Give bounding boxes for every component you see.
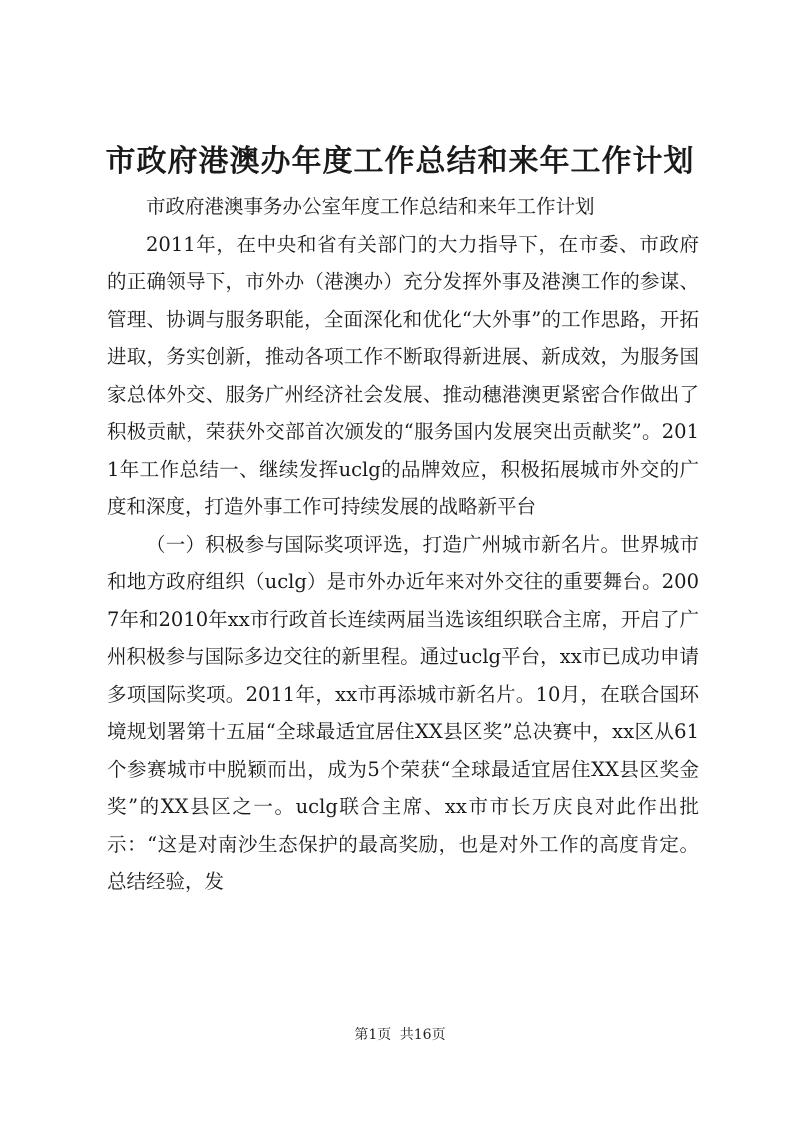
page-number: 第1页 [354, 1027, 392, 1043]
page-footer [0, 1025, 800, 1045]
document-body [107, 188, 699, 901]
document-title: 市政府港澳办年度工作总结和来年工作计划 [105, 144, 695, 179]
page-total: 共16页 [399, 1027, 446, 1043]
subtitle-paragraph: 市政府港澳事务办公室年度工作总结和来年工作计划 [146, 195, 595, 218]
body-paragraph: 2011年，在中央和省有关部门的大力指导下，在市委、市政府的正确领导下，市外办（港澳办）充分发挥外事及港澳工作的参谋、管理、协调与服务职能，全面深化和优化“大外事”的工作思路，开拓进取，务实创新，推动各项工作不断取得新进展、新成效，为服务国家总体外交、服务广州经济社会发展、推动穗港澳更紧密合作做出了积极贡献，荣获外交部首次颁发的“服务国内发展突出贡献奖”。2011年工作总结一、继续发挥uclg的品牌效应，积极拓展城市外交的广度和深度，打造外事工作可持续发展的战略新平台 [107, 232, 699, 518]
body-paragraph: （一）积极参与国际奖项评选，打造广州城市新名片。世界城市和地方政府组织（uclg）是市外办近年来对外交往的重要舞台。2007年和2010年xx市行政首长连续两届当选该组织联合主席，开启了广州积极参与国际多边交往的新里程。通过uclg平台，xx市已成功申请多项国际奖项。2011年，xx市再添城市新名片。10月，在联合国环境规划署第十五届“全球最适宜居住XX县区奖”总决赛中，xx区从61个参赛城市中脱颖而出，成为5个荣获“全球最适宜居住XX县区奖金奖”的XX县区之一。uclg联合主席、xx市市长万庆良对此作出批示：“这是对南沙生态保护的最高奖励，也是对外工作的高度肯定。总结经验，发 [107, 532, 699, 893]
